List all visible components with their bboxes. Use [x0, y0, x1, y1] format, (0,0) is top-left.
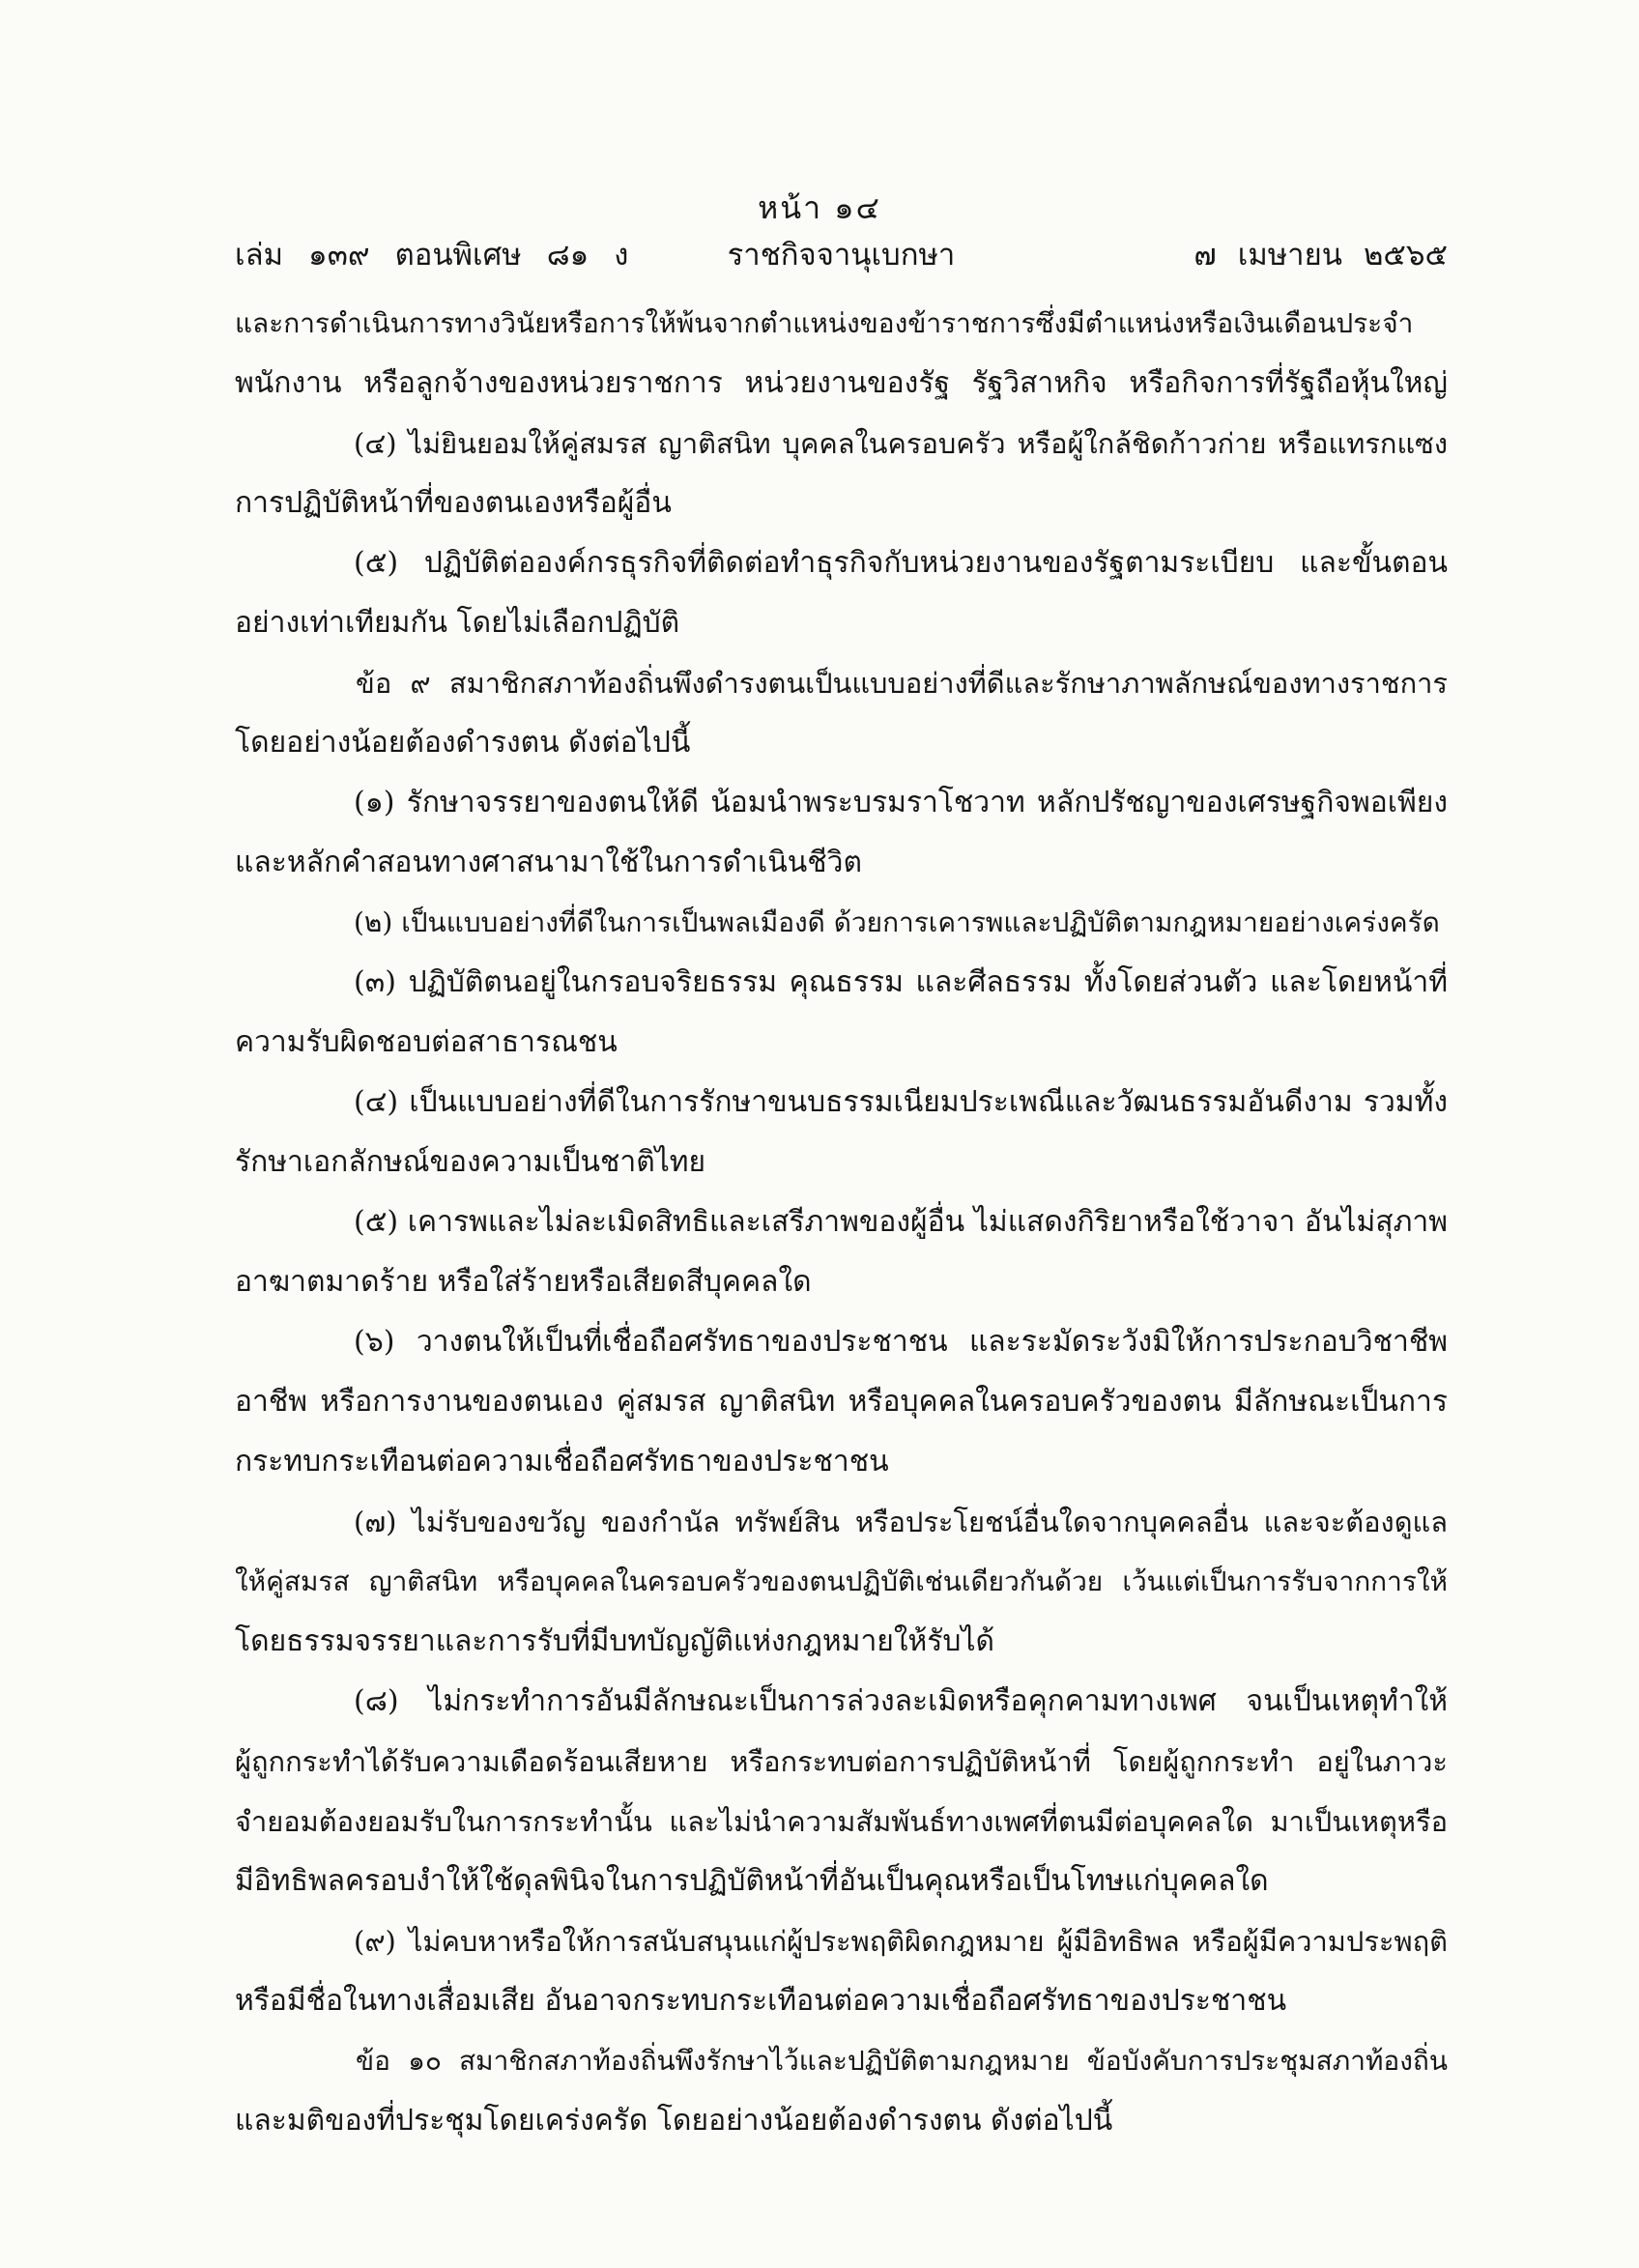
text-line: (๔) ไม่ยินยอมให้คู่สมรส ญาติสนิท บุคคลในครอบครัว หรือผู้ใกล้ชิดก้าวก่าย หรือแทรกแซง	[354, 427, 1448, 460]
text-line: ผู้ถูกกระทำได้รับความเดือดร้อนเสียหาย หรือกระทบต่อการปฏิบัติหน้าที่ โดยผู้ถูกกระทำ อยู่ในภาวะ	[235, 1745, 1448, 1778]
date-day: ๗	[1193, 238, 1217, 273]
text-line: (๘) ไม่กระทำการอันมีลักษณะเป็นการล่วงละเมิดหรือคุกคามทางเพศ จนเป็นเหตุทำให้	[354, 1684, 1448, 1718]
volume-label: เล่ม	[235, 238, 284, 273]
gazette-header	[235, 230, 1448, 278]
text-line: (๓) ปฏิบัติตนอยู่ในกรอบจริยธรรม คุณธรรม และศีลธรรม ทั้งโดยส่วนตัว และโดยหน้าที่	[354, 965, 1448, 999]
text-line: (๑) รักษาจรรยาของตนให้ดี น้อมนำพระบรมราโชวาท หลักปรัชญาของเศรษฐกิจพอเพียง	[354, 786, 1448, 819]
text-line: การปฏิบัติหน้าที่ของตนเองหรือผู้อื่น	[235, 486, 672, 520]
text-line: (๒) เป็นแบบอย่างที่ดีในการเป็นพลเมืองดี ด้วยการเคารพและปฏิบัติตามกฎหมายอย่างเคร่งครัด	[354, 906, 1440, 938]
text-line: และหลักคำสอนทางศาสนามาใช้ในการดำเนินชีวิต	[235, 846, 862, 879]
text-line: อาชีพ หรือการงานของตนเอง คู่สมรส ญาติสนิท หรือบุคคลในครอบครัวของตน มีลักษณะเป็นการ	[235, 1385, 1448, 1419]
text-line: ความรับผิดชอบต่อสาธารณชน	[235, 1025, 618, 1059]
text-line: อาฆาตมาดร้าย หรือใส่ร้ายหรือเสียดสีบุคคลใด	[235, 1265, 812, 1299]
publication-date	[1172, 230, 1448, 278]
text-line: ข้อ ๑๐ สมาชิกสภาท้องถิ่นพึงรักษาไว้และปฏิบัติตามกฎหมาย ข้อบังคับการประชุมสภาท้องถิ่น	[356, 2045, 1448, 2077]
text-line: (๔) เป็นแบบอย่างที่ดีในการรักษาขนบธรรมเนียมประเพณีและวัฒนธรรมอันดีงาม รวมทั้ง	[354, 1085, 1448, 1119]
text-line: โดยธรรมจรรยาและการรับที่มีบทบัญญัติแห่งกฎหมายให้รับได้	[235, 1624, 995, 1658]
text-line: โดยอย่างน้อยต้องดำรงตน ดังต่อไปนี้	[235, 726, 691, 760]
text-line: (๕) ปฏิบัติต่อองค์กรธุรกิจที่ติดต่อทำธุรกิจกับหน่วยงานของรัฐตามระเบียบ และขั้นตอน	[354, 546, 1448, 580]
text-line: กระทบกระเทือนต่อความเชื่อถือศรัทธาของประชาชน	[235, 1445, 889, 1479]
text-line: หรือมีชื่อในทางเสื่อมเสีย อันอาจกระทบกระเทือนต่อความเชื่อถือศรัทธาของประชาชน	[235, 1984, 1287, 2018]
date-year: ๒๕๖๕	[1363, 238, 1448, 273]
section-label: ตอนพิเศษ	[394, 238, 522, 273]
text-line: (๕) เคารพและไม่ละเมิดสิทธิและเสรีภาพของผู้อื่น ไม่แสดงกิริยาหรือใช้วาจา อันไม่สุภาพ	[354, 1205, 1448, 1239]
text-line: ข้อ ๙ สมาชิกสภาท้องถิ่นพึงดำรงตนเป็นแบบอย่างที่ดีและรักษาภาพลักษณ์ของทางราชการ	[356, 667, 1448, 700]
text-line: รักษาเอกลักษณ์ของความเป็นชาติไทย	[235, 1145, 706, 1179]
text-line: (๙) ไม่คบหาหรือให้การสนับสนุนแก่ผู้ประพฤติผิดกฎหมาย ผู้มีอิทธิพล หรือผู้มีความประพฤติ	[354, 1925, 1448, 1958]
text-line: พนักงาน หรือลูกจ้างของหน่วยราชการ หน่วยงานของรัฐ รัฐวิสาหกิจ หรือกิจการที่รัฐถือหุ้นใหญ่	[235, 366, 1448, 400]
date-month: เมษายน	[1237, 238, 1342, 273]
text-line: ให้คู่สมรส ญาติสนิท หรือบุคคลในครอบครัวของตนปฏิบัติเช่นเดียวกันด้วย เว้นแต่เป็นการรับจากการให้	[235, 1565, 1448, 1597]
text-line: (๗) ไม่รับของขวัญ ของกำนัล ทรัพย์สิน หรือประโยชน์อื่นใดจากบุคคลอื่น และจะต้องดูแล	[354, 1506, 1448, 1538]
volume-number: ๑๓๙	[308, 238, 370, 273]
text-line: จำยอมต้องยอมรับในการกระทำนั้น และไม่นำความสัมพันธ์ทางเพศที่ตนมีต่อบุคคลใด มาเป็นเหตุหรือ	[235, 1805, 1448, 1838]
text-line: (๖) วางตนให้เป็นที่เชื่อถือศรัทธาของประชาชน และระมัดระวังมิให้การประกอบวิชาชีพ	[354, 1325, 1448, 1359]
section-letter: ง	[614, 238, 629, 273]
text-line: และการดำเนินการทางวินัยหรือการให้พ้นจากตำแหน่งของข้าราชการซึ่งมีตำแหน่งหรือเงินเดือนประจำ	[235, 307, 1414, 339]
text-line: และมติของที่ประชุมโดยเคร่งครัด โดยอย่างน้อยต้องดำรงตน ดังต่อไปนี้	[235, 2104, 1113, 2138]
document-body	[235, 294, 1448, 2151]
publication-title: ราชกิจจานุเบกษา	[727, 238, 956, 273]
page-number: หน้า ๑๔	[758, 189, 881, 226]
section-number: ๘๑	[546, 238, 589, 273]
text-line: มีอิทธิพลครอบงำให้ใช้ดุลพินิจในการปฏิบัติหน้าที่อันเป็นคุณหรือเป็นโทษแก่บุคคลใด	[235, 1864, 1269, 1898]
text-line: อย่างเท่าเทียมกัน โดยไม่เลือกปฏิบัติ	[235, 606, 680, 640]
